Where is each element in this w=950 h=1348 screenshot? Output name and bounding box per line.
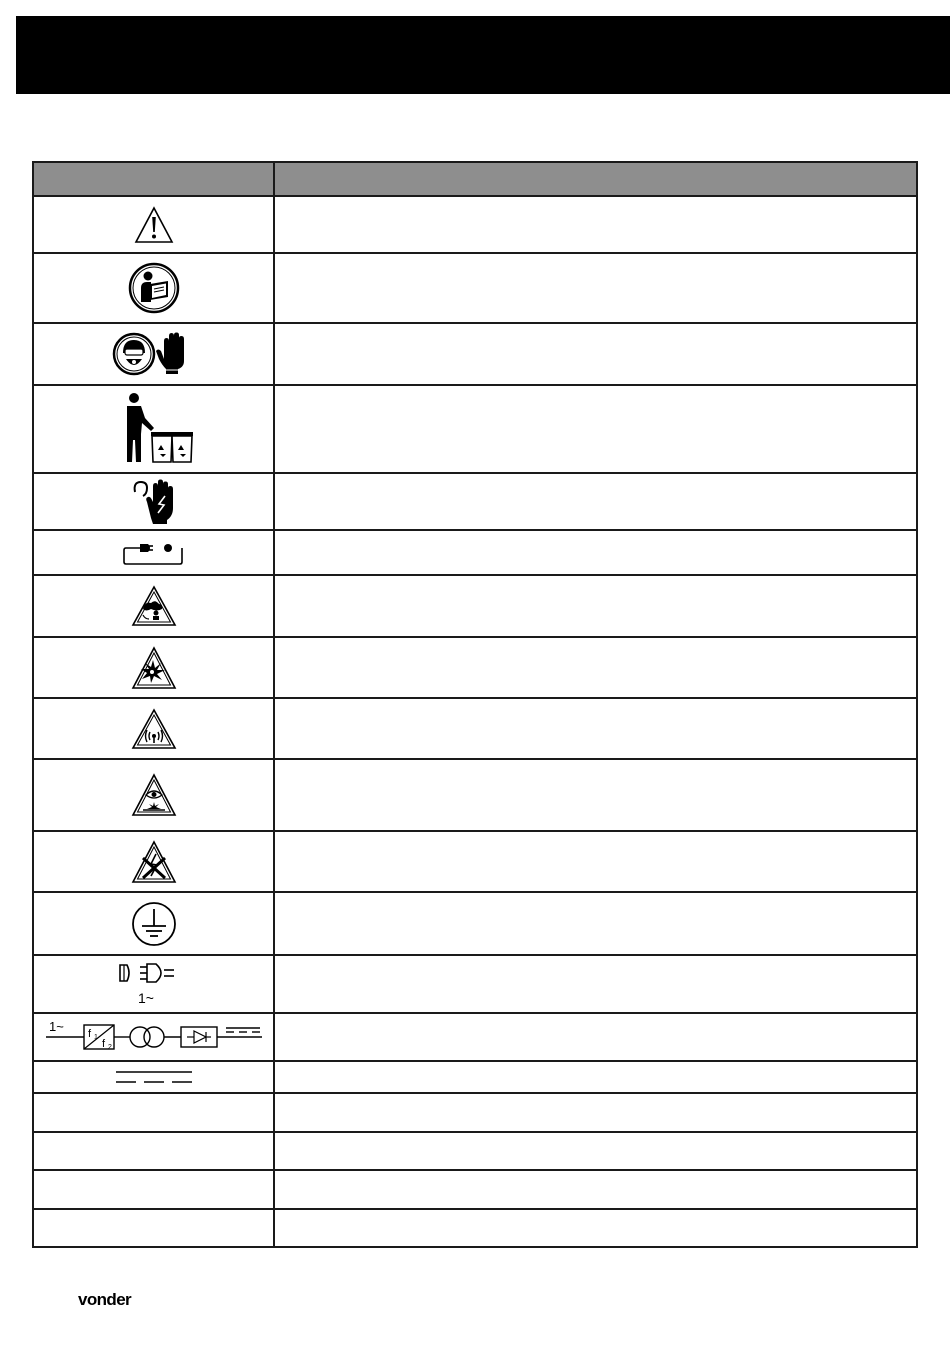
eye-hazard-warning-icon (131, 773, 177, 817)
table-row (33, 892, 917, 955)
explosion-warning-icon (131, 646, 177, 690)
description-cell (274, 698, 917, 759)
inverter-diagram-icon (44, 1017, 264, 1057)
description-cell (274, 1093, 917, 1132)
symbol-cell (33, 759, 274, 831)
warning-triangle-icon (134, 206, 174, 244)
single-phase-plug-icon (116, 961, 192, 1007)
ppe-mask-gloves-icon (112, 331, 196, 377)
table-row (33, 473, 917, 530)
header-bar (16, 16, 950, 94)
symbol-cell (33, 1209, 274, 1247)
table-row (33, 1209, 917, 1247)
symbol-cell (33, 575, 274, 637)
input-phase-label: 1~ (48, 1019, 64, 1034)
description-cell (274, 637, 917, 698)
table-row (33, 637, 917, 698)
table-row (33, 530, 917, 575)
toxic-fumes-warning-icon (131, 585, 177, 627)
symbol-cell (33, 1093, 274, 1132)
description-cell (274, 530, 917, 575)
symbol-cell (33, 530, 274, 575)
table-row (33, 698, 917, 759)
description-cell (274, 955, 917, 1013)
column-header-symbol (33, 162, 274, 196)
description-cell (274, 1170, 917, 1209)
description-cell (274, 892, 917, 955)
brand-logo: vonder (78, 1290, 132, 1309)
ground-icon (130, 900, 178, 948)
electric-shock-hand-icon (131, 478, 177, 526)
table-row (33, 955, 917, 1013)
symbol-cell (33, 473, 274, 530)
symbol-cell (33, 1132, 274, 1170)
description-cell (274, 759, 917, 831)
symbol-cell (33, 385, 274, 473)
symbol-cell (33, 831, 274, 892)
phase-label: 1~ (137, 990, 154, 1006)
description-cell (274, 1132, 917, 1170)
table-row (33, 385, 917, 473)
read-manual-icon (127, 262, 181, 314)
table-header-row (33, 162, 917, 196)
table-row (33, 196, 917, 253)
table-row (33, 323, 917, 385)
frequency-2-label: f (101, 1038, 105, 1050)
electric-hazard-warning-icon (131, 840, 177, 884)
table-row (33, 575, 917, 637)
description-cell (274, 575, 917, 637)
table-row (33, 1093, 917, 1132)
description-cell (274, 385, 917, 473)
description-cell (274, 1061, 917, 1093)
frequency-1-label: f (87, 1028, 91, 1040)
unplug-icon (122, 540, 186, 566)
recycle-disposal-icon (114, 392, 194, 466)
table-row (33, 1170, 917, 1209)
description-cell (274, 831, 917, 892)
symbol-cell (33, 1170, 274, 1209)
symbol-cell (33, 698, 274, 759)
table-row (33, 831, 917, 892)
table-row (33, 1013, 917, 1061)
table-row (33, 759, 917, 831)
description-cell (274, 1209, 917, 1247)
frequency-1-subscript: 1 (93, 1034, 98, 1041)
symbol-cell (33, 253, 274, 323)
table-row (33, 1061, 917, 1093)
symbol-cell (33, 323, 274, 385)
symbol-cell (33, 1061, 274, 1093)
description-cell (274, 1013, 917, 1061)
description-cell (274, 196, 917, 253)
symbol-cell (33, 955, 274, 1013)
symbol-cell (33, 892, 274, 955)
table-row (33, 1132, 917, 1170)
symbol-cell (33, 637, 274, 698)
direct-current-icon (114, 1068, 194, 1086)
description-cell (274, 253, 917, 323)
description-cell (274, 323, 917, 385)
frequency-2-subscript: 2 (107, 1044, 112, 1051)
symbol-cell (33, 1013, 274, 1061)
description-cell (274, 473, 917, 530)
symbols-table (32, 161, 918, 1248)
radiation-warning-icon (131, 708, 177, 750)
table-row (33, 253, 917, 323)
symbol-cell (33, 196, 274, 253)
column-header-description (274, 162, 917, 196)
